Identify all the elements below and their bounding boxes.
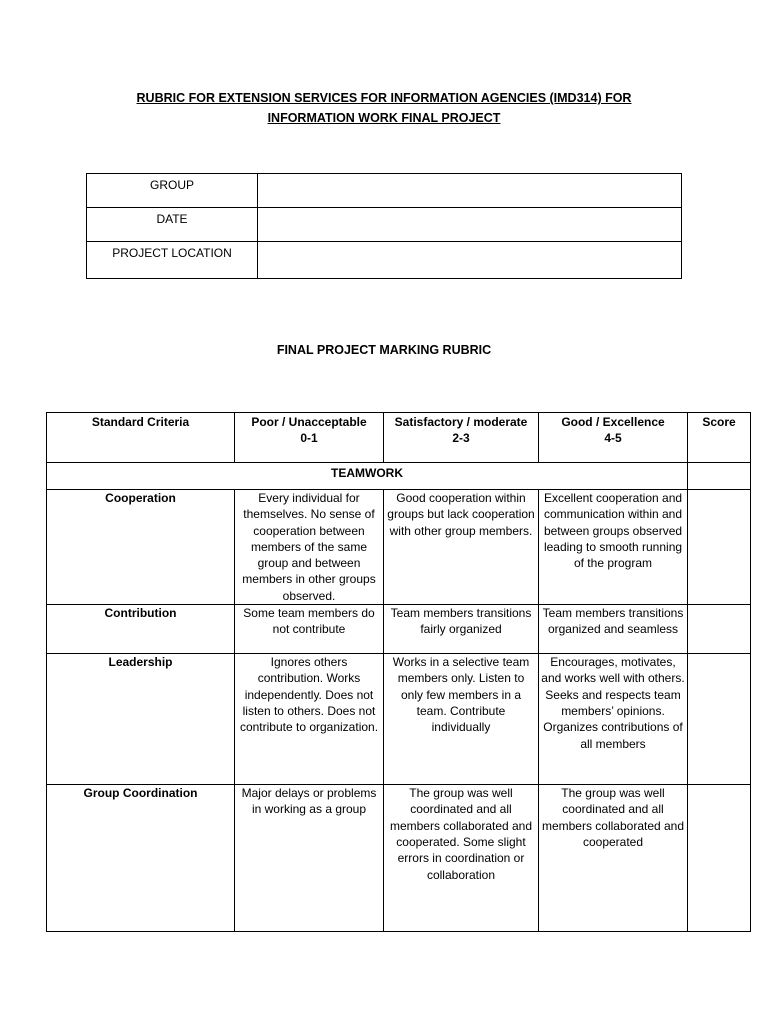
document-title-line-1: RUBRIC FOR EXTENSION SERVICES FOR INFORMATION AGENCIES (IMD314) FOR	[136, 91, 632, 105]
project-location-value-cell[interactable]	[258, 242, 682, 279]
criteria-cooperation: Cooperation	[47, 490, 235, 605]
cooperation-poor: Every individual for themselves. No sense of cooperation between members of the same group and between members in other groups observed.	[235, 490, 384, 605]
rubric-row-cooperation	[47, 490, 751, 605]
date-label: DATE	[87, 208, 258, 242]
document-title	[84, 88, 684, 128]
criteria-leadership: Leadership	[47, 654, 235, 785]
header-poor-label: Poor / Unacceptable	[251, 415, 367, 429]
rubric-row-leadership	[47, 654, 751, 785]
cooperation-good: Excellent cooperation and communication within and between groups observed leading to smooth running of the program	[539, 490, 688, 605]
rubric-row-contribution	[47, 605, 751, 654]
document-title-line-2: INFORMATION WORK FINAL PROJECT	[267, 111, 501, 125]
rubric-header-row	[47, 413, 751, 463]
project-location-row	[87, 242, 682, 279]
cooperation-satisfactory: Good cooperation within groups but lack cooperation with other group members.	[384, 490, 539, 605]
group-coordination-score-cell[interactable]	[688, 785, 751, 932]
header-standard-criteria: Standard Criteria	[47, 413, 235, 463]
date-row	[87, 208, 682, 242]
contribution-poor: Some team members do not contribute	[235, 605, 384, 654]
group-coordination-good: The group was well coordinated and all members collaborated and cooperated	[539, 785, 688, 932]
date-value-cell[interactable]	[258, 208, 682, 242]
leadership-good: Encourages, motivates, and works well with others. Seeks and respects team members’ opinions. Organizes contributions of all members	[539, 654, 688, 785]
header-satisfactory-label: Satisfactory / moderate	[394, 415, 528, 429]
header-poor-range: 0-1	[300, 431, 318, 446]
header-good-range: 4-5	[604, 431, 622, 446]
section-row-teamwork	[47, 463, 751, 490]
cooperation-score-cell[interactable]	[688, 490, 751, 605]
criteria-group-coordination: Group Coordination	[47, 785, 235, 932]
header-score: Score	[688, 413, 751, 463]
rubric-row-group-coordination	[47, 785, 751, 932]
header-satisfactory-range: 2-3	[452, 431, 470, 446]
leadership-satisfactory: Works in a selective team members only. Listen to only few members in a team. Contribute individually	[384, 654, 539, 785]
criteria-contribution: Contribution	[47, 605, 235, 654]
leadership-poor: Ignores others contribution. Works independently. Does not listen to others. Does not contribute to organization.	[235, 654, 384, 785]
header-good	[539, 413, 688, 463]
project-info-table	[86, 173, 682, 279]
group-row	[87, 174, 682, 208]
header-satisfactory	[384, 413, 539, 463]
group-coordination-satisfactory: The group was well coordinated and all members collaborated and cooperated. Some slight errors in coordination or collaboration	[384, 785, 539, 932]
group-label: GROUP	[87, 174, 258, 208]
header-good-label: Good / Excellence	[561, 415, 665, 429]
contribution-satisfactory: Team members transitions fairly organized	[384, 605, 539, 654]
rubric-subtitle: FINAL PROJECT MARKING RUBRIC	[276, 343, 492, 357]
section-score-cell	[688, 463, 751, 490]
contribution-good: Team members transitions organized and seamless	[539, 605, 688, 654]
group-coordination-poor: Major delays or problems in working as a group	[235, 785, 384, 932]
project-location-label: PROJECT LOCATION	[87, 242, 258, 279]
section-teamwork-label: TEAMWORK	[47, 463, 688, 490]
contribution-score-cell[interactable]	[688, 605, 751, 654]
group-value-cell[interactable]	[258, 174, 682, 208]
marking-rubric-table	[46, 412, 751, 932]
header-poor	[235, 413, 384, 463]
leadership-score-cell[interactable]	[688, 654, 751, 785]
